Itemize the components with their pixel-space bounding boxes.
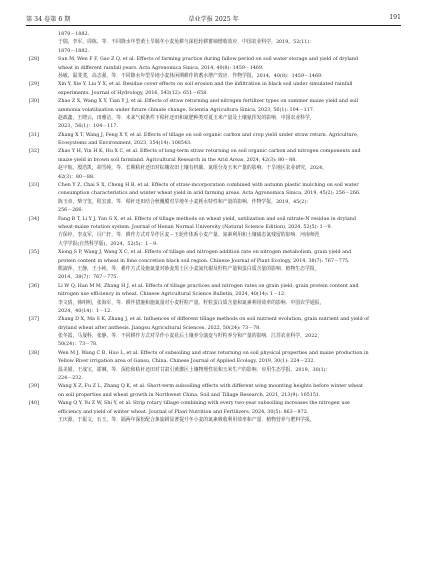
reference-line: maize yield in brown soil farmland. Agricultural Research in the Arid Areas, 2024, 42(3): 80－88. xyxy=(58,156,297,163)
reference-38 xyxy=(26,349,401,383)
reference-line: dryland wheat after anthesis. Jiangsu Agricultural Sciences, 2022, 50(24): 73－78. xyxy=(58,324,261,331)
reference-number: [29] xyxy=(29,81,39,88)
reference-line: 赵政鑫，王晓云，田雅洁，等．未来气候条件下秸秆还田和氮肥种类对夏玉米产量及土壤氨挥发的影响．中国农业科学， xyxy=(58,114,315,121)
reference-line: 2014，38(7)：767－775. xyxy=(58,274,118,281)
reference-number: [31] xyxy=(29,131,39,138)
reference-number: [36] xyxy=(29,282,39,289)
header-rule xyxy=(26,25,401,26)
reference-line: ammonia volatilization under future climate change. Scientia Agricultura Sinica, 2023, 56(1): 104－117. xyxy=(58,106,315,113)
reference-line: 张冬霞，马晟科，张静，等．不同耕作方式对旱作小麦花后土壤养分演变与籽粒养分和产量的影响．江苏农业科学，2022， xyxy=(58,333,323,340)
journal-year: 草业学报 2025 年 xyxy=(188,16,239,23)
reference-line: 陈玉章，柴守玺，程宏波，等．秸秆还田结合秋覆膜对旱地冬小麦耗水特性和产量的影响．作物学报，2019，45(2)： xyxy=(58,198,312,205)
reference-line: 于瑞，李军，周栋，等．不同降水年型黄土旱塬冬小麦免耕与深松轮耕蓄墒增收效应．中国农业科学，2019，52(11)： xyxy=(58,39,315,46)
reference-line: 赵宇航，殷浩凯，胡雪纯，等．长期秸秆还田对棕壤农田土壤有机碳、氮组分及玉米产量的影响．干旱地区农业研究，2024， xyxy=(58,165,328,172)
reference-line: wheat in different rainfall years. Acta Agronomica Sinica, 2014, 40(8): 1459－1469. xyxy=(58,64,264,71)
reference-line: Zhao Z X, Wang X Y, Tian Y J, et al. Effects of straw returning and nitrogen fertilizer types on summer maize yield and soil xyxy=(58,98,359,105)
reference-line: experiments. Journal of Hydrology, 2016, 543(12): 651－658. xyxy=(58,89,208,96)
reference-line: Wen M J, Wang C B, Huo L, et al. Effects of subsoiling and straw returning on soil physical properties and maize production in xyxy=(58,349,369,356)
reference-line: protein content in wheat in lime concretion black soil region. Chinese Journal of Plant Ecology, 2014, 38(7): 767－775. xyxy=(58,257,350,264)
reference-line: efficiency and yield of winter wheat. Journal of Plant Nutrition and Fertilizers, 2024, 30(5): 863－872. xyxy=(58,408,309,415)
reference-line: 1870－1882. xyxy=(58,31,90,37)
reference-line: Wang Q Y, Yu Z W, Shi Y, et al. Strip rotary tillage combining with every two-year subsoiling increases the nitrogen use xyxy=(58,400,350,407)
reference-32 xyxy=(26,147,401,181)
reference-line: consumption characteristics and winter wheat yield in arid farming areas. Acta Agronomica Sinica, 2019, 45(2): 256－266. xyxy=(58,190,361,197)
reference-line: Fang B T, Li Y J, Yan G X, et al. Effects of tillage methods on wheat yield, ustilization and soil nitrate-N residue in dryland xyxy=(58,215,356,222)
reference-line: 2024，40(14)：1－12. xyxy=(58,307,112,314)
reference-number: [33] xyxy=(29,182,39,189)
reference-line: wheat-maize rotation system. Journal of Henan Normal University (Natural Science Edition), 2024, 52(5): 1－9. xyxy=(58,223,333,230)
reference-number: [30] xyxy=(29,98,39,105)
reference-number: [32] xyxy=(29,148,39,155)
reference-37 xyxy=(26,315,401,349)
reference-line: on soil properties and wheat growth in Northwest China. Soil and Tillage Research, 2021, 213(9): 105151. xyxy=(58,391,321,398)
reference-number: [34] xyxy=(29,215,39,222)
reference-line: 50(24)：73－78. xyxy=(58,341,98,348)
reference-line: 大学学报(自然科学版)，2024，52(5)：1－9. xyxy=(58,240,158,247)
reference-line: 224－232. xyxy=(58,375,83,382)
reference-number: [37] xyxy=(29,316,39,323)
reference-31 xyxy=(26,131,401,148)
reference-line: Sun M, Wen F F, Gao Z Q, et al. Effects of farming practice during fallow period on soil water storage and yield of dryland xyxy=(58,56,358,63)
reference-line: Ecosystems and Environment, 2023, 354(14): 108543. xyxy=(58,140,192,147)
reference-33 xyxy=(26,181,401,215)
reference-line: 熊淑萍，王静，王小纯，等．耕作方式及施氮量对砂姜黑土区小麦氮代谢及籽粒产量和蛋白质含量的影响．植物生态学报， xyxy=(58,265,320,272)
reference-line: 2023，56(1)：104－117. xyxy=(58,123,118,130)
reference-line: 李文倩，韩明明，张海军，等．耕作措施和施氮量对小麦籽粒产量、籽粒蛋白质含量和氮素利用效率的影响．中国农学通报， xyxy=(58,299,325,306)
reference-number: [40] xyxy=(29,400,39,407)
reference-line: Zhang D X, Ma S K, Zhang J, et al. Influences of different tillage methods on soil nutrient evolution, grain nutrient and yield of xyxy=(58,316,369,323)
reference-number: [39] xyxy=(29,383,39,390)
reference-number: [28] xyxy=(29,56,39,63)
reference-40 xyxy=(26,399,401,424)
reference-line: 方保停，李友军，闫广轩，等．耕作方式对旱作区麦－玉轮作体系小麦产量、氮素利用和土壤硝态氮残留的影响．河南师范 xyxy=(58,232,320,239)
reference-28 xyxy=(26,55,401,80)
reference-29 xyxy=(26,80,401,97)
reference-line: Wang X Z, Fu Z L, Zhang Q K, et al. Short-term subsoiling effects with different wing mounting heights before winter wheat xyxy=(58,383,363,390)
reference-line: Zhao Y H, Yin H K, Hu X C, et al. Effects of long-term straw returning on soil organic carbon and nitrogen components and xyxy=(58,148,361,155)
reference-line: Zhang X T, Wang J, Feng X Y, et al. Effects of tillage on soil organic carbon and crop yield under straw return. Agriculture, xyxy=(58,131,359,138)
reference-line: 孙敏，温斐斐，高志强，等．不同降水年型旱地小麦休闲期耕作的蓄水增产效应．作物学报，2014，40(8)：1459－1469. xyxy=(58,72,323,79)
reference-line: Yellow River irrigation area of Gansu, China. Chinese Journal of Applied Ecology, 2019, 30(1): 224－232. xyxy=(58,358,316,365)
reference-line: nitrogen use efficiency in wheat. Chinese Agricultural Science Bulletin, 2024, 40(14): 1－12. xyxy=(58,291,286,298)
reference-line: 王庆源，于振文，石玉，等．隔两年深松配合条旋耕显著提升冬小麦的氮素吸收利用效率和产量．植物营养与肥料学报， xyxy=(58,416,315,423)
reference-line: Li W Q, Han M M, Zhang H J, et al. Effects of tillage practices and nitrogen rates on grain yield, grain protein content and xyxy=(58,282,359,289)
reference-34 xyxy=(26,215,401,249)
reference-39 xyxy=(26,382,401,399)
reference-line: 温美娟，王成宝，霍琳，等．深松和秸秆还田对甘肃引黄灌区土壤物理性状和玉米生产的影响．应用生态学报，2019，30(1)： xyxy=(58,366,331,373)
reference-30 xyxy=(26,97,401,131)
volume-issue: 第 34 卷第 6 期 xyxy=(26,16,71,23)
reference-35 xyxy=(26,248,401,282)
reference-line: 1870－1882. xyxy=(58,47,90,54)
reference-line: 256－266. xyxy=(58,207,83,214)
reference-list xyxy=(26,30,401,424)
reference-line: Xin Y, Xie Y, Liu Y X, et al. Residue cover effects on soil erosion and the infiltration in black soil under simulated rainfall xyxy=(58,81,353,88)
reference-36 xyxy=(26,282,401,316)
reference-line: 42(3)：80－88. xyxy=(58,173,95,180)
reference-number: [38] xyxy=(29,349,39,356)
continued-reference xyxy=(26,30,401,55)
reference-line: Chen Y Z, Chai S X, Cheng H B, et al. Effects of straw-incorporation combined with autumn plastic mulching on soil water xyxy=(58,182,359,189)
reference-number: [35] xyxy=(29,249,39,256)
page-number: 191 xyxy=(389,14,401,21)
reference-line: Xiong S P, Wang J, Wang X C, et al. Effects of tillage and nitrogen addition rate on nitrogen metabolism, grain yield and xyxy=(58,249,352,256)
